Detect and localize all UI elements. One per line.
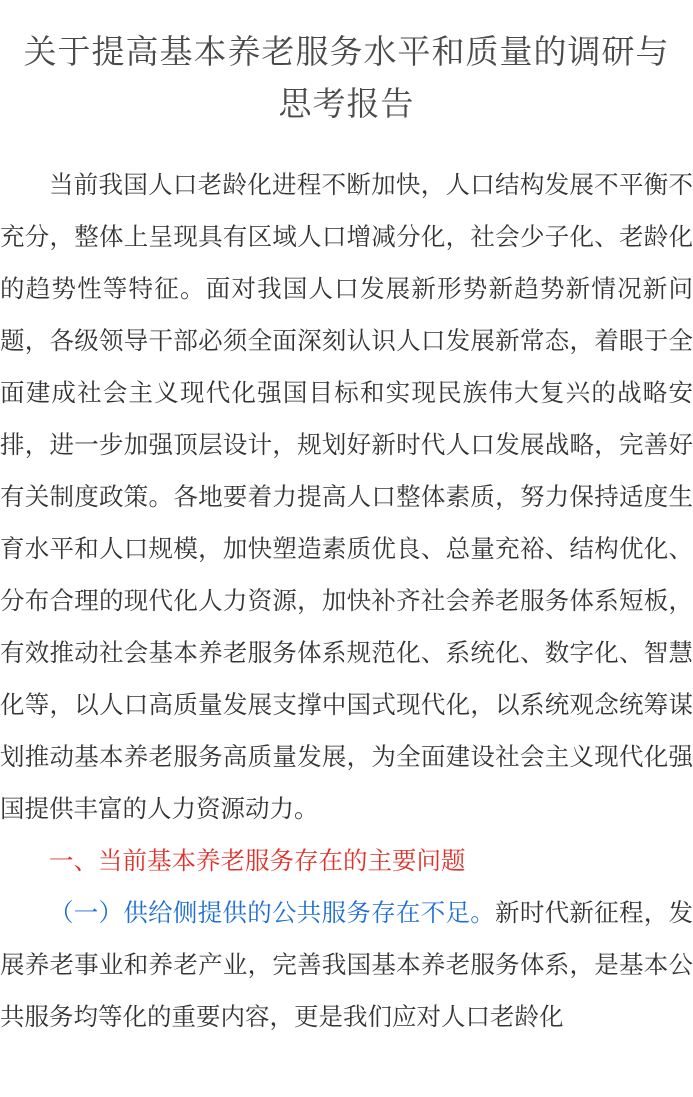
subsection-1-heading: （一）供给侧提供的公共服务存在不足。: [49, 898, 496, 927]
intro-paragraph: 当前我国人口老龄化进程不断加快，人口结构发展不平衡不充分，整体上呈现具有区域人口增减分化，社会少子化、老龄化的趋势性等特征。面对我国人口发展新形势新趋势新情况新问题，各级领导干部必须全面深刻认识人口发展新常态，着眼于全面建成社会主义现代化强国目标和实现民族伟大复兴的战略安排，进一步加强顶层设计，规划好新时代人口发展战略，完善好有关制度政策。各地要着力提高人口整体素质，努力保持适度生育水平和人口规模，加快塑造素质优良、总量充裕、结构优化、分布合理的现代化人力资源，加快补齐社会养老服务体系短板，有效推动社会基本养老服务体系规范化、系统化、数字化、智慧化等，以人口高质量发展支撑中国式现代化，以系统观念统筹谋划推动基本养老服务高质量发展，为全面建设社会主义现代化强国提供丰富的人力资源动力。: [0, 170, 693, 823]
document-title: [0, 0, 693, 130]
subsection-1-paragraph: [0, 887, 693, 1043]
subsection-1-body: 新时代新征程，发展养老事业和养老产业，完善我国基本养老服务体系，是基本公共服务均等化的重要内容，更是我们应对人口老龄化: [0, 898, 693, 1031]
document-title-line-2: 思考报告: [278, 84, 415, 123]
document-title-line-1: 关于提高基本养老服务水平和质量的调研与: [23, 32, 670, 71]
section-1-heading: 一、当前基本养老服务存在的主要问题: [49, 846, 466, 875]
